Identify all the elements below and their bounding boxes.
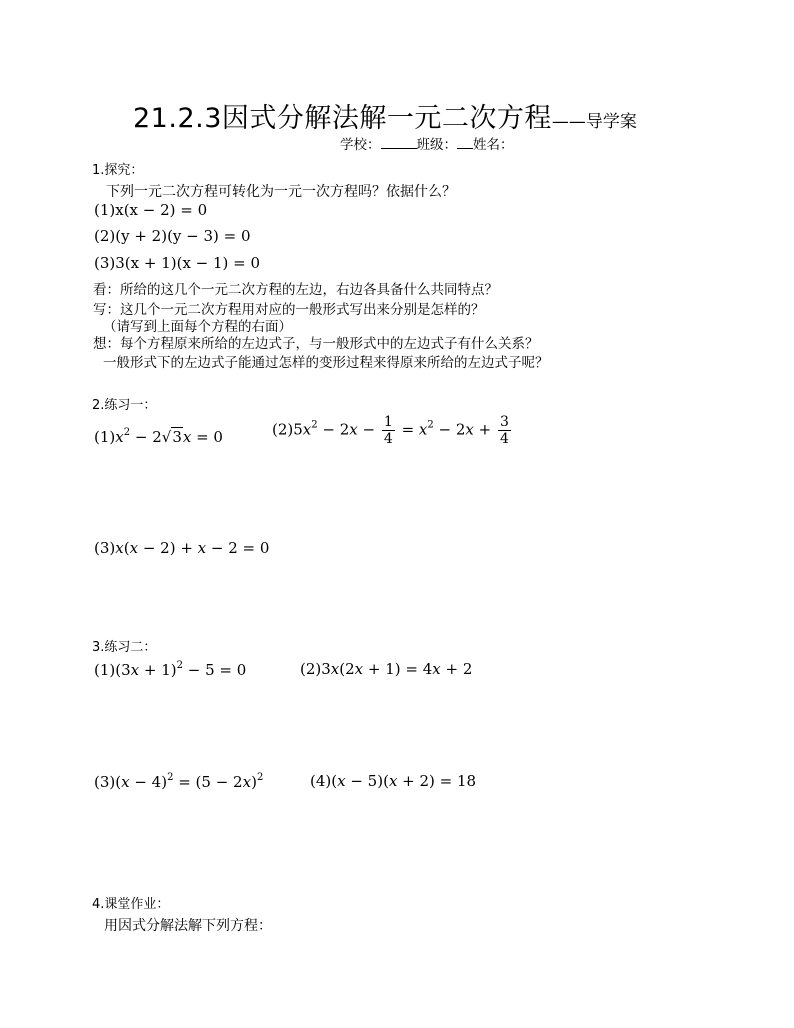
explore-equation-2: (2)(y + 2)(y − 3) = 0 <box>94 227 251 245</box>
section-4-heading: 4.课堂作业： <box>92 897 170 912</box>
write-note: （请写到上面每个方程的右面） <box>103 319 292 335</box>
practice2-equation-2: (2)3x(2x + 1) = 4x + 2 <box>300 660 473 678</box>
homework-task: 用因式分解法解下列方程： <box>104 918 272 934</box>
practice2-equation-4: (4)(x − 5)(x + 2) = 18 <box>310 772 477 790</box>
explore-equation-1: (1)x(x − 2) = 0 <box>94 201 208 219</box>
explore-equation-3: (3)3(x + 1)(x − 1) = 0 <box>94 254 261 272</box>
practice2-equation-3: $(3)(x - 4)^2 = (5 - 2x)^2$ <box>94 772 264 791</box>
school-label: 学校： <box>340 137 381 153</box>
practice2-equation-1: $(1)(3x + 1)^2 - 5 = 0$ <box>94 660 247 679</box>
class-label: 班级： <box>416 137 457 153</box>
section-2-heading: 2.练习一： <box>92 398 157 413</box>
write-prompt: 写：这几个一元二次方程用对应的一般形式写出来分别是怎样的？ <box>93 302 485 318</box>
think-prompt: 想：每个方程原来所给的左边式子，与一般形式中的左边式子有什么关系？ <box>93 336 539 352</box>
practice1-equation-3: (3)x(x − 2) + x − 2 = 0 <box>94 539 270 557</box>
page-title: 21.2.3因式分解法解一元二次方程——导学案 <box>133 103 637 134</box>
school-blank[interactable] <box>381 136 417 149</box>
class-blank[interactable] <box>457 136 473 149</box>
student-info-line <box>340 133 514 153</box>
section-1-heading: 1.探究： <box>92 163 144 178</box>
think-prompt-continued: 一般形式下的左边式子能通过怎样的变形过程来得原来所给的左边式子呢？ <box>103 355 549 371</box>
section-3-heading: 3.练习二： <box>92 640 157 655</box>
section-1-question: 下列一元二次方程可转化为一元一次方程吗？依据什么？ <box>106 184 456 200</box>
name-label: 姓名： <box>473 137 514 153</box>
look-prompt: 看：所给的这几个一元二次方程的左边，右边各具备什么共同特点？ <box>93 282 498 298</box>
practice1-equation-2: $(2)5x^2 - 2x$ − $\frac{1}{4}$ = $x^2 - 2x$ + $\frac{3}{4}$ <box>272 414 509 447</box>
practice1-equation-1: $(1)x^2 - 2√3x = 0$ <box>94 427 223 446</box>
